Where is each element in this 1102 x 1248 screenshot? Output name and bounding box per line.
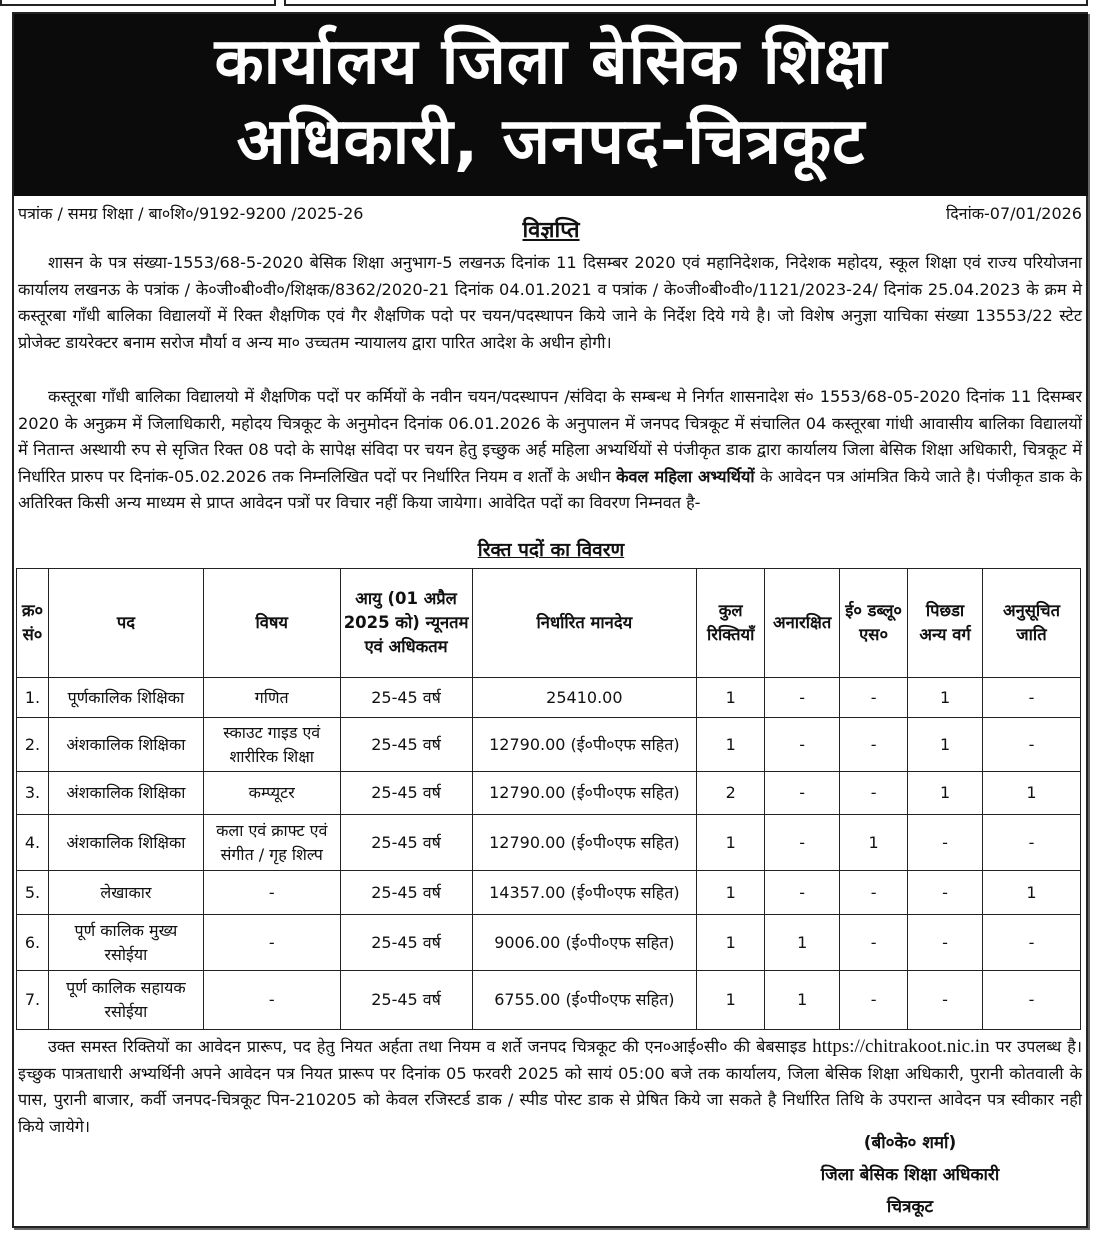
table-cell: - — [765, 815, 840, 871]
table-cell: 2. — [17, 718, 49, 772]
table-cell: - — [908, 871, 983, 915]
paragraph-2-text-end: के आवेदन पत्र आंमत्रित किये जाते है। पंजीकृत डाक के अतिरिक्त किसी अन्य माध्यम से प्राप्त आवेदन पत्रों पर विचार नहीं किया जायेगा। आवेदित पदों का विवरण निम्नवत है- — [18, 466, 1082, 512]
table-row — [17, 815, 1081, 871]
column-header: विषय — [203, 569, 340, 678]
table-cell: - — [908, 815, 983, 871]
table-title: रिक्त पदों का विवरण — [477, 539, 625, 561]
table-cell: 1 — [697, 718, 765, 772]
table-cell: अंशकालिक शिक्षिका — [48, 815, 203, 871]
table-cell: 25410.00 — [472, 678, 697, 718]
table-cell: - — [983, 815, 1081, 871]
table-cell: 12790.00 (ई०पी०एफ सहित) — [472, 815, 697, 871]
column-header: पद — [48, 569, 203, 678]
table-cell: 9006.00 (ई०पी०एफ सहित) — [472, 915, 697, 971]
signatory-designation: जिला बेसिक शिक्षा अधिकारी — [820, 1165, 1000, 1185]
notice-date: दिनांक-07/01/2026 — [946, 204, 1082, 223]
table-row — [17, 915, 1081, 971]
table-cell: स्काउट गाइड एवं शारीरिक शिक्षा — [203, 718, 340, 772]
table-cell: 25-45 वर्ष — [340, 678, 472, 718]
banner-line-2: अधिकारी, जनपद-चित्रकूट — [236, 105, 866, 179]
table-cell: 6755.00 (ई०पी०एफ सहित) — [472, 971, 697, 1030]
table-cell: 25-45 वर्ष — [340, 871, 472, 915]
table-cell: - — [765, 772, 840, 815]
table-cell: - — [840, 971, 908, 1030]
table-cell: 1 — [697, 971, 765, 1030]
vacancy-table — [16, 568, 1081, 1030]
paragraph-3-text-end: पर उपलब्ध है। इच्छुक पात्रताधारी अभ्यर्थिनी अपने आवेदन पत्र नियत प्रारूप पर दिनांक 05 फरवरी 2025 को सायं 05:00 बजे तक कार्यालय, जिला बेसिक शिक्षा अधिकारी, पुरानी कोतवाली के पास, पुरानी बाजार, कर्वी जनपद-चित्रकूट पिन-210205 को केवल रजिस्टर्ड डाक / स्पीड पोस्ट डाक से प्रेषित किये जा सकते है निर्धारित तिथि के उपरान्त आवेदन पत्र स्वीकार नही किये जायेगे। — [18, 1037, 1083, 1136]
table-row — [17, 678, 1081, 718]
table-cell: 1 — [840, 815, 908, 871]
paragraph-3-text: उक्त समस्त रिक्तियों का आवेदन प्रारूप, पद हेतु नियत अर्हता तथा नियम व शर्ते जनपद चित्रकूट की एन०आई०सी० की बेबसाइड — [48, 1037, 813, 1056]
paragraph-2-bold: केवल महिला अभ्यर्थियों — [616, 466, 755, 486]
table-cell: - — [840, 772, 908, 815]
table-cell: गणित — [203, 678, 340, 718]
table-cell: - — [765, 718, 840, 772]
table-cell: 12790.00 (ई०पी०एफ सहित) — [472, 718, 697, 772]
table-cell: - — [203, 871, 340, 915]
table-row — [17, 772, 1081, 815]
table-cell: - — [840, 871, 908, 915]
table-cell: 1 — [908, 772, 983, 815]
table-cell: अंशकालिक शिक्षिका — [48, 718, 203, 772]
table-cell: 1 — [765, 971, 840, 1030]
paragraph-1: शासन के पत्र संख्या-1553/68-5-2020 बेसिक शिक्षा अनुभाग-5 लखनऊ दिनांक 11 दिसम्बर 2020 एवं महानिदेशक, निदेशक महोदय, स्कूल शिक्षा एवं राज्य परियोजना कार्यालय लखनऊ के पत्रांक / के०जी०बी०वी०/शिक्षक/8362/2020-21 दिनांक 04.01.2021 व पत्रांक / के०जी०बी०वी०/1121/2023-24/ दिनांक 25.04.2023 के क्रम मे कस्तूरबा गाँधी बालिका विद्यालयों में रिक्त शैक्षणिक एवं गैर शैक्षणिक पदो पर चयन/पदस्थापन किये जाने के निर्देश दिये गये है। जो विशेष अनुज्ञा याचिका संख्या 13553/22 स्टेट प्रोजेक्ट डायरेक्टर बनाम सरोज मौर्या व अन्य मा० उच्चतम न्यायालय द्वारा पारित आदेश के अधीन होगी। — [18, 253, 1082, 352]
table-cell: 25-45 वर्ष — [340, 971, 472, 1030]
table-cell: - — [908, 915, 983, 971]
table-cell: - — [203, 971, 340, 1030]
table-row — [17, 971, 1081, 1030]
column-header: अनुसूचित जाति — [983, 569, 1081, 678]
table-cell: - — [765, 678, 840, 718]
table-cell: 1 — [908, 718, 983, 772]
table-cell: 5. — [17, 871, 49, 915]
table-cell: 25-45 वर्ष — [340, 718, 472, 772]
paragraph-3 — [18, 1034, 1082, 1140]
table-cell: 1 — [765, 915, 840, 971]
column-header: आयु (01 अप्रैल 2025 को) न्यूनतम एवं अधिकतम — [340, 569, 472, 678]
notice-title: विज्ञप्ति — [522, 218, 580, 243]
table-cell: - — [765, 871, 840, 915]
table-header-row — [17, 569, 1081, 678]
column-header: कुल रिक्तियाँ — [697, 569, 765, 678]
table-cell: 12790.00 (ई०पी०एफ सहित) — [472, 772, 697, 815]
table-cell: पूर्णकालिक शिक्षिका — [48, 678, 203, 718]
table-cell: पूर्ण कालिक मुख्य रसोईया — [48, 915, 203, 971]
table-row — [17, 871, 1081, 915]
website-link[interactable]: https://chitrakoot.nic.in — [812, 1036, 990, 1057]
banner-line-1: कार्यालय जिला बेसिक शिक्षा — [214, 25, 888, 99]
office-banner — [14, 14, 1088, 196]
table-cell: 1 — [697, 871, 765, 915]
signatory-place: चित्रकूट — [886, 1197, 934, 1217]
table-cell: 4. — [17, 815, 49, 871]
table-cell: 25-45 वर्ष — [340, 815, 472, 871]
table-cell: - — [983, 718, 1081, 772]
table-cell: 1 — [908, 678, 983, 718]
column-header: अनारक्षित — [765, 569, 840, 678]
column-header: पिछडा अन्य वर्ग — [908, 569, 983, 678]
table-cell: - — [203, 915, 340, 971]
table-cell: - — [983, 678, 1081, 718]
table-cell: 6. — [17, 915, 49, 971]
table-cell: 3. — [17, 772, 49, 815]
table-cell: लेखाकार — [48, 871, 203, 915]
column-header: क्र० सं० — [17, 569, 49, 678]
table-cell: 1. — [17, 678, 49, 718]
table-row — [17, 718, 1081, 772]
table-cell: 7. — [17, 971, 49, 1030]
table-cell: 1 — [983, 871, 1081, 915]
signatory-name: (बी०के० शर्मा) — [863, 1133, 957, 1153]
table-cell: कला एवं क्राफ्ट एवं संगीत / गृह शिल्प — [203, 815, 340, 871]
adjacent-clipping-edge — [0, 0, 276, 6]
table-cell: 14357.00 (ई०पी०एफ सहित) — [472, 871, 697, 915]
adjacent-clipping-edge — [284, 0, 1088, 6]
table-cell: 1 — [697, 815, 765, 871]
paragraph-2-text: कस्तूरबा गाँधी बालिका विद्यालयो में शैक्षणिक पदों पर कर्मियों के नवीन चयन/पदस्थापन /संविदा के सम्बन्ध मे निर्गत शासनादेश सं० 1553/68-05-2020 दिनांक 11 दिसम्बर 2020 के अनुक्रम में जिलाधिकारी, महोदय चित्रकूट के अनुमोदन दिनांक 06.01.2026 के अनुपालन में जनपद चित्रकूट में संचालित 04 कस्तूरबा गांधी आवासीय बालिका विद्यालयों में नितान्त अस्थायी रुप से सृजित रिक्त 08 पदो के सापेक्ष संविदा पर चयन हेतु इच्छुक अर्ह महिला अभ्यर्थियों से पंजीकृत डाक द्वारा कार्यालय जिला बेसिक शिक्षा अधिकारी, चित्रकूट में निर्धारित प्रारुप पर दिनांक-05.02.2026 तक निम्नलिखित पदों पर निर्धारित नियम व शर्तों के अधीन — [18, 387, 1082, 486]
table-cell: पूर्ण कालिक सहायक रसोईया — [48, 971, 203, 1030]
reference-number: पत्रांक / समग्र शिक्षा / बा०शि०/9192-9200 /2025-26 — [18, 204, 364, 223]
table-cell: 1 — [697, 678, 765, 718]
table-cell: - — [840, 678, 908, 718]
table-cell: - — [908, 971, 983, 1030]
table-cell: 2 — [697, 772, 765, 815]
paragraph-2 — [18, 384, 1082, 517]
table-cell: 25-45 वर्ष — [340, 772, 472, 815]
table-cell: 1 — [983, 772, 1081, 815]
table-cell: अंशकालिक शिक्षिका — [48, 772, 203, 815]
column-header: ई० डब्लू० एस० — [840, 569, 908, 678]
table-cell: 1 — [697, 915, 765, 971]
table-cell: - — [840, 915, 908, 971]
table-cell: - — [983, 971, 1081, 1030]
table-cell: - — [840, 718, 908, 772]
table-cell: कम्प्यूटर — [203, 772, 340, 815]
column-header: निर्धारित मानदेय — [472, 569, 697, 678]
table-cell: - — [983, 915, 1081, 971]
table-cell: 25-45 वर्ष — [340, 915, 472, 971]
